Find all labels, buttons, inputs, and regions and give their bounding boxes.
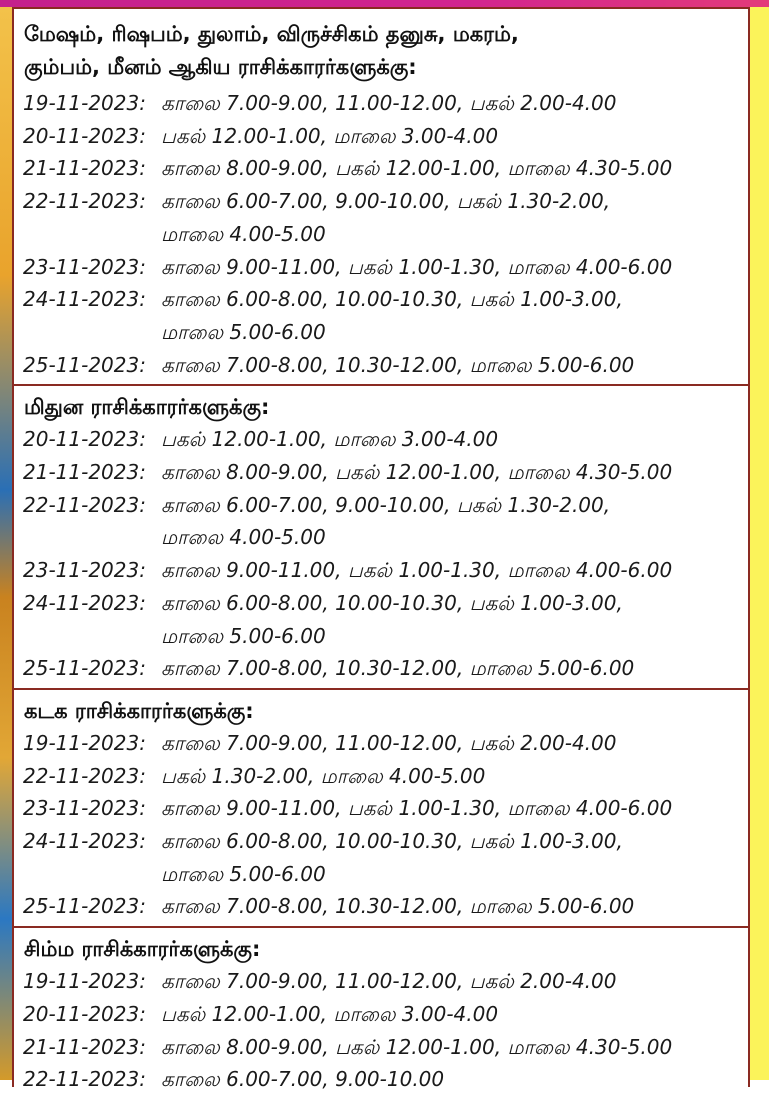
time-slots: காலை 6.00-8.00, 10.00-10.30, பகல் 1.00-3.00, மாலை 5.00-6.00 [161, 829, 623, 886]
time-slots: காலை 9.00-11.00, பகல் 1.00-1.30, மாலை 4.00-6.00 [161, 254, 673, 279]
date-label: 25-11-2023: [23, 352, 146, 377]
time-slots: காலை 7.00-9.00, 11.00-12.00, பகல் 2.00-4.00 [161, 969, 617, 994]
date-label: 23-11-2023: [23, 796, 146, 821]
timing-row [14, 283, 748, 348]
date-label: 24-11-2023: [23, 590, 146, 615]
time-slots: காலை 6.00-8.00, 10.00-10.30, பகல் 1.00-3.00, மாலை 5.00-6.00 [161, 287, 623, 344]
time-slots: காலை 7.00-8.00, 10.30-12.00, மாலை 5.00-6.00 [161, 656, 635, 681]
right-decorative-border [750, 7, 769, 1080]
timing-row [14, 251, 748, 284]
timing-row [14, 998, 748, 1031]
date-label: 24-11-2023: [23, 287, 146, 312]
date-label: 22-11-2023: [23, 189, 146, 214]
date-label: 20-11-2023: [23, 123, 146, 148]
section-heading: கும்பம், மீனம் ஆகிய ராசிக்காரர்களுக்கு: [24, 55, 417, 79]
date-label: 19-11-2023: [23, 730, 146, 755]
date-label: 23-11-2023: [23, 558, 146, 583]
timing-row [14, 760, 748, 793]
timing-row [14, 456, 748, 489]
timing-row [14, 727, 748, 760]
time-slots: காலை 7.00-8.00, 10.30-12.00, மாலை 5.00-6.00 [161, 352, 635, 377]
time-slots: பகல் 12.00-1.00, மாலை 3.00-4.00 [161, 1001, 499, 1026]
date-label: 20-11-2023: [23, 1001, 146, 1026]
time-slots: காலை 9.00-11.00, பகல் 1.00-1.30, மாலை 4.00-6.00 [161, 558, 673, 583]
section-heading: கடக ராசிக்காரர்களுக்கு: [24, 698, 254, 723]
date-label: 23-11-2023: [23, 254, 146, 279]
timing-row [14, 792, 748, 825]
timing-row [14, 825, 748, 890]
time-slots: பகல் 1.30-2.00, மாலை 4.00-5.00 [161, 763, 486, 788]
timing-row [14, 349, 748, 382]
time-slots: காலை 7.00-9.00, 11.00-12.00, பகல் 2.00-4.00 [161, 91, 617, 115]
time-slots: காலை 8.00-9.00, பகல் 12.00-1.00, மாலை 4.30-5.00 [161, 156, 673, 181]
time-slots: காலை 6.00-7.00, 9.00-10.00 [161, 1067, 445, 1092]
timing-panel [12, 7, 750, 1092]
date-label: 22-11-2023: [23, 1067, 146, 1092]
time-slots: காலை 6.00-7.00, 9.00-10.00, பகல் 1.30-2.00, மாலை 4.00-5.00 [161, 189, 611, 246]
date-label: 22-11-2023: [23, 492, 146, 517]
date-label: 25-11-2023: [23, 656, 146, 681]
time-slots: பகல் 12.00-1.00, மாலை 3.00-4.00 [161, 123, 499, 148]
timing-row [14, 554, 748, 587]
time-slots: காலை 6.00-7.00, 9.00-10.00, பகல் 1.30-2.00, மாலை 4.00-5.00 [161, 492, 611, 550]
time-slots: காலை 9.00-11.00, பகல் 1.00-1.30, மாலை 4.00-6.00 [161, 796, 673, 821]
date-label: 24-11-2023: [23, 829, 146, 854]
section-kadagam [14, 688, 748, 926]
time-slots: பகல் 12.00-1.00, மாலை 3.00-4.00 [161, 427, 499, 452]
section-simmam [14, 926, 748, 1099]
section-mithunam [14, 384, 748, 688]
date-label: 19-11-2023: [23, 969, 146, 994]
date-label: 21-11-2023: [23, 460, 146, 485]
time-slots: காலை 6.00-8.00, 10.00-10.30, பகல் 1.00-3.00, மாலை 5.00-6.00 [161, 590, 623, 648]
timing-row [14, 965, 748, 998]
time-slots: காலை 8.00-9.00, பகல் 12.00-1.00, மாலை 4.30-5.00 [161, 460, 673, 485]
date-label: 20-11-2023: [23, 427, 146, 452]
date-label: 21-11-2023: [23, 156, 146, 181]
timing-row [14, 890, 748, 923]
section-heading: சிம்ம ராசிக்காரர்களுக்கு: [24, 937, 261, 962]
timing-row [14, 152, 748, 185]
time-slots: காலை 7.00-8.00, 10.30-12.00, மாலை 5.00-6.00 [161, 894, 635, 919]
timing-row [14, 87, 748, 120]
timing-row [14, 120, 748, 153]
timing-row [14, 489, 748, 554]
date-label: 21-11-2023: [23, 1034, 146, 1059]
section-mesham-group [14, 7, 748, 384]
time-slots: காலை 8.00-9.00, பகல் 12.00-1.00, மாலை 4.30-5.00 [161, 1034, 673, 1059]
date-label: 19-11-2023: [23, 91, 146, 115]
date-label: 25-11-2023: [23, 894, 146, 919]
top-border-strip [0, 0, 769, 7]
timing-row [14, 1031, 748, 1064]
timing-row [14, 423, 748, 456]
left-decorative-border [0, 7, 12, 1080]
section-heading: மேஷம், ரிஷபம், துலாம், விருச்சிகம் தனுசு, மகரம், [24, 22, 519, 46]
date-label: 22-11-2023: [23, 763, 146, 788]
timing-row [14, 587, 748, 652]
timing-row [14, 652, 748, 685]
section-heading: மிதுன ராசிக்காரர்களுக்கு: [24, 395, 270, 420]
time-slots: காலை 7.00-9.00, 11.00-12.00, பகல் 2.00-4.00 [161, 730, 617, 755]
timing-row [14, 185, 748, 250]
